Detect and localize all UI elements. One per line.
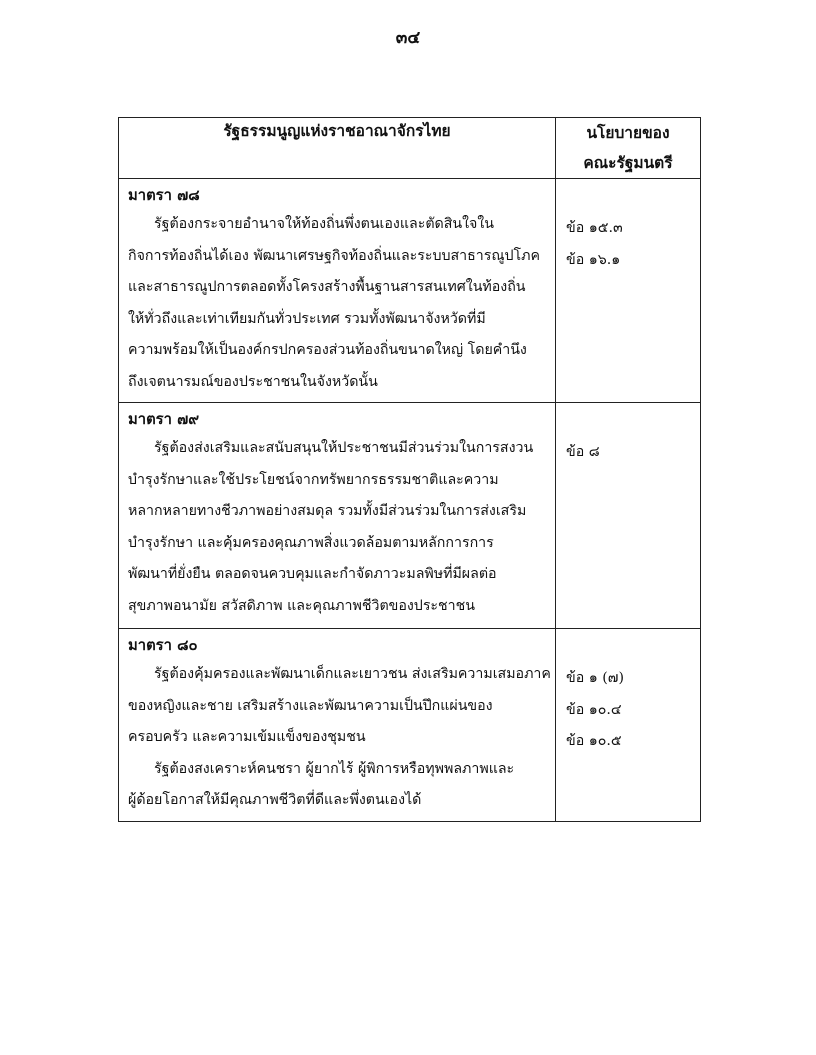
policy-ref: ข้อ ๑ (๗) bbox=[566, 670, 624, 686]
section-title: มาตรา ๘๐ bbox=[128, 637, 198, 654]
section-text-cell bbox=[119, 403, 556, 629]
paragraph-line: ให้ทั่วถึงและเท่าเทียมกันทั่วประเทศ รวมทั้งพัฒนาจังหวัดที่มี bbox=[128, 310, 486, 327]
page-number: ๓๔ bbox=[395, 28, 421, 48]
header-constitution: รัฐธรรมนูญแห่งราชอาณาจักรไทย bbox=[119, 118, 556, 179]
paragraph-line: ความพร้อมให้เป็นองค์กรปกครองส่วนท้องถิ่นขนาดใหญ่ โดยคำนึง bbox=[128, 342, 527, 358]
paragraph-line: ถึงเจตนารมณ์ของประชาชนในจังหวัดนั้น bbox=[128, 373, 378, 390]
paragraph-line: รัฐต้องกระจายอำนาจให้ท้องถิ่นพึ่งตนเองและตัดสินใจใน bbox=[154, 216, 494, 232]
policy-ref-cell bbox=[556, 629, 701, 822]
section-title: มาตรา ๗๙ bbox=[128, 411, 200, 428]
paragraph-line: รัฐต้องคุ้มครองและพัฒนาเด็กและเยาวชน ส่งเสริมความเสมอภาค bbox=[154, 666, 551, 682]
header-policy-line2: คณะรัฐมนตรี bbox=[583, 153, 673, 172]
paragraph-line: และสาธารณูปการตลอดทั้งโครงสร้างพื้นฐานสารสนเทศในท้องถิ่น bbox=[128, 279, 526, 295]
section-paragraph bbox=[119, 433, 555, 628]
policy-ref-cell bbox=[556, 403, 701, 629]
section-title: มาตรา ๗๘ bbox=[128, 187, 200, 204]
policy-ref: ข้อ ๘ bbox=[566, 444, 600, 460]
paragraph-line: ครอบครัว และความเข้มแข็งของชุมชน bbox=[128, 729, 366, 745]
section-text-cell bbox=[119, 179, 556, 403]
policy-ref: ข้อ ๑๖.๑ bbox=[566, 251, 621, 268]
paragraph-line: หลากหลายทางชีวภาพอย่างสมดุล รวมทั้งมีส่วนร่วมในการส่งเสริม bbox=[128, 503, 527, 519]
section-text-cell bbox=[119, 629, 556, 822]
paragraph-line: พัฒนาที่ยั่งยืน ตลอดจนควบคุมและกำจัดภาวะมลพิษที่มีผลต่อ bbox=[128, 566, 497, 582]
policy-ref-cell bbox=[556, 179, 701, 403]
paragraph-line: รัฐต้องส่งเสริมและสนับสนุนให้ประชาชนมีส่วนร่วมในการสงวน bbox=[154, 440, 534, 456]
table-header-row bbox=[119, 118, 701, 179]
policy-ref: ข้อ ๑๐.๕ bbox=[566, 733, 622, 749]
section-paragraph bbox=[119, 659, 555, 821]
paragraph-line: กิจการท้องถิ่นได้เอง พัฒนาเศรษฐกิจท้องถิ่นและระบบสาธารณูปโภค bbox=[128, 247, 541, 264]
paragraph-line: ของหญิงและชาย เสริมสร้างและพัฒนาความเป็นปึกแผ่นของ bbox=[128, 697, 493, 714]
paragraph-line: บำรุงรักษา และคุ้มครองคุณภาพสิ่งแวดล้อมตามหลักการการ bbox=[128, 534, 494, 551]
section-row-78 bbox=[119, 179, 701, 403]
constitution-policy-table bbox=[118, 117, 701, 822]
policy-ref: ข้อ ๑๐.๔ bbox=[566, 701, 622, 718]
paragraph-line: บำรุงรักษาและใช้ประโยชน์จากทรัพยากรธรรมชาติและความ bbox=[128, 471, 499, 488]
paragraph-line: รัฐต้องสงเคราะห์คนชรา ผู้ยากไร้ ผู้พิการหรือทุพพลภาพและ bbox=[154, 760, 515, 777]
paragraph-line: สุขภาพอนามัย สวัสดิภาพ และคุณภาพชีวิตของประชาชน bbox=[128, 597, 475, 614]
paragraph-line: ผู้ด้อยโอกาสให้มีคุณภาพชีวิตที่ดีและพึ่งตนเองได้ bbox=[128, 792, 422, 808]
section-paragraph bbox=[119, 209, 555, 402]
section-row-80 bbox=[119, 629, 701, 822]
policy-ref: ข้อ ๑๕.๓ bbox=[566, 220, 623, 236]
section-row-79 bbox=[119, 403, 701, 629]
header-policy-line1: นโยบายของ bbox=[586, 123, 670, 142]
header-policy bbox=[556, 118, 701, 179]
